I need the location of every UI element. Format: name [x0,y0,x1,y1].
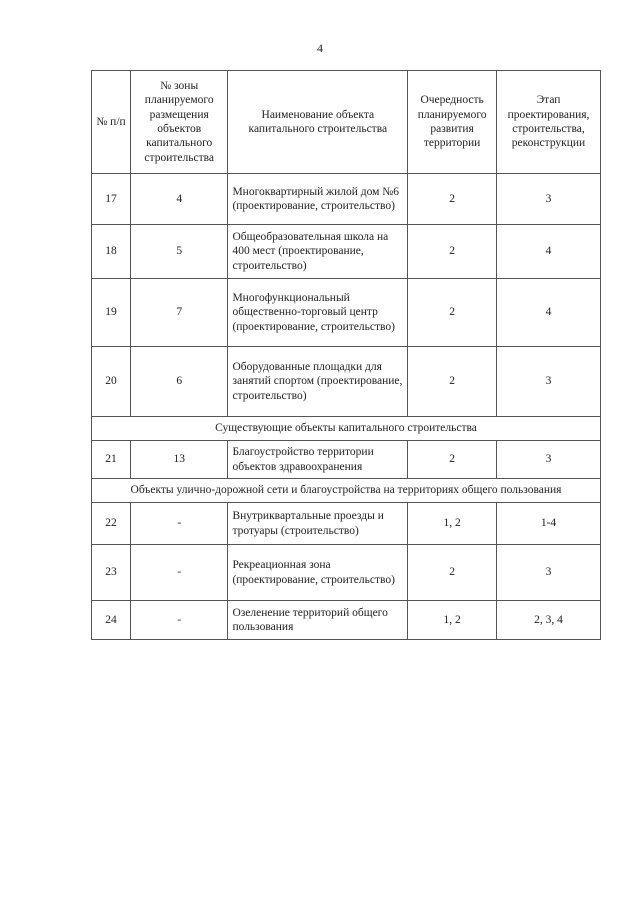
table-row [92,279,601,347]
row-number: 23 [92,545,131,601]
row-zone: 7 [130,279,227,347]
header-row [92,71,601,174]
row-zone: 6 [130,347,227,417]
table-row [92,225,601,279]
row-zone: - [130,545,227,601]
header-stage: Этап проектирования, строительства, реконструкции [497,71,601,174]
row-object-name: Озеленение территорий общего пользования [228,601,408,640]
row-number: 17 [92,174,131,225]
row-stage: 3 [497,545,601,601]
row-object-name: Рекреационная зона (проектирование, строительство) [228,545,408,601]
row-zone: - [130,601,227,640]
row-zone: 4 [130,174,227,225]
row-number: 19 [92,279,131,347]
row-stage: 4 [497,225,601,279]
row-object-name: Внутриквартальные проезды и тротуары (строительство) [228,503,408,545]
header-zone: № зоны планируемого размещения объектов капитального строительства [130,71,227,174]
section-row-existing [92,417,601,441]
header-object-name: Наименование объекта капитального строительства [228,71,408,174]
row-order: 2 [408,441,497,479]
row-order: 1, 2 [408,601,497,640]
section-row-street [92,479,601,503]
row-number: 20 [92,347,131,417]
row-number: 21 [92,441,131,479]
row-stage: 3 [497,174,601,225]
row-zone: 5 [130,225,227,279]
row-zone: 13 [130,441,227,479]
table-row [92,441,601,479]
section-title: Объекты улично-дорожной сети и благоустройства на территориях общего пользования [92,479,601,503]
row-zone: - [130,503,227,545]
header-order: Очередность планируемого развития территории [408,71,497,174]
table-row [92,601,601,640]
row-stage: 4 [497,279,601,347]
row-object-name: Благоустройство территории объектов здравоохранения [228,441,408,479]
table-row [92,347,601,417]
table-row [92,545,601,601]
row-stage: 3 [497,347,601,417]
row-stage: 2, 3, 4 [497,601,601,640]
row-object-name: Общеобразовательная школа на 400 мест (проектирование, строительство) [228,225,408,279]
page-number: 4 [317,41,323,55]
row-object-name: Оборудованные площадки для занятий спортом (проектирование, строительство) [228,347,408,417]
section-title: Существующие объекты капитального строительства [92,417,601,441]
row-object-name: Многофункциональный общественно-торговый центр (проектирование, строительство) [228,279,408,347]
row-order: 2 [408,174,497,225]
table-row [92,503,601,545]
row-object-name: Многоквартирный жилой дом №6 (проектирование, строительство) [228,174,408,225]
row-number: 24 [92,601,131,640]
header-number: № п/п [92,71,131,174]
row-order: 1, 2 [408,503,497,545]
objects-table [91,70,601,640]
row-stage: 3 [497,441,601,479]
row-order: 2 [408,545,497,601]
row-order: 2 [408,225,497,279]
row-stage: 1-4 [497,503,601,545]
table-row [92,174,601,225]
row-number: 18 [92,225,131,279]
row-order: 2 [408,279,497,347]
row-number: 22 [92,503,131,545]
row-order: 2 [408,347,497,417]
